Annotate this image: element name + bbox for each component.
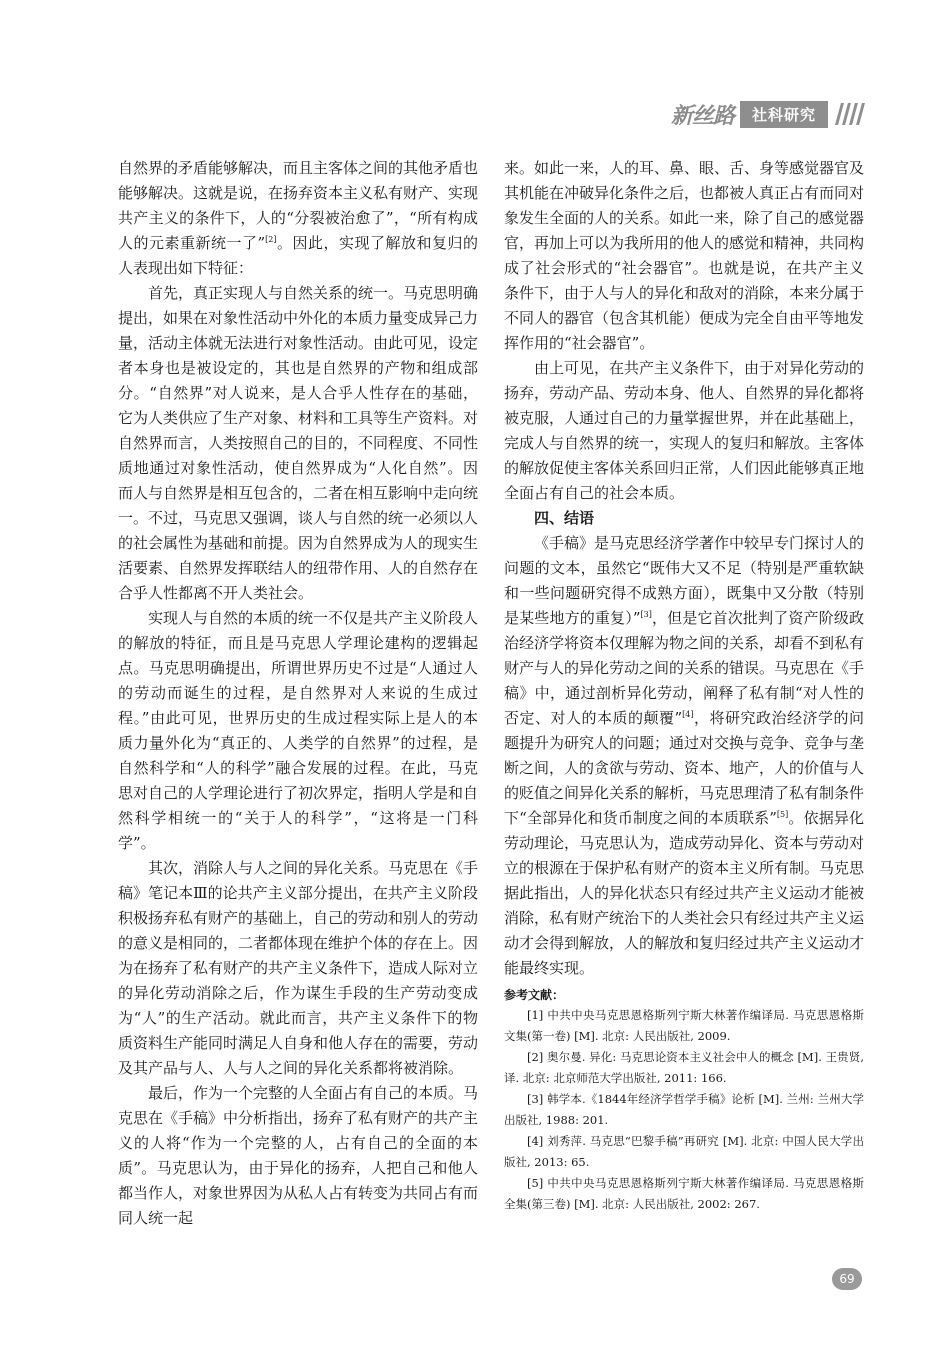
paragraph: 最后，作为一个完整的人全面占有自己的本质。马克思在《手稿》中分析指出，扬弃了私有财产的共产主义的人将“作为一个完整的人，占有自己的全面的本质”。马克思认为，由于异化的扬弃，人把自己和他人都当作人，对象世界因为从私人占有转变为共同占有而同人统一起 (118, 1084, 479, 1227)
reference-item: [4] 刘秀萍. 马克思“巴黎手稿”再研究 [M]. 北京: 中国人民大学出版社, 2013: 65. (504, 1134, 864, 1169)
paragraph: 其次，消除人与人之间的异化关系。马克思在《手稿》笔记本Ⅲ的论共产主义部分提出，在共产主义阶段积极扬弃私有财产的基础上，自己的劳动和别人的劳动的意义是相同的，二者都体现在维护个体的存在上。因为在扬弃了私有财产的共产主义条件下，造成人际对立的异化劳动消除之后，作为谋生手段的生产劳动变成为“人”的生产活动。就此而言，共产主义条件下的物质资料生产能同时满足人自身和他人存在的需要，劳动及其产品与人、人与人之间的异化关系都将被消除。 (118, 859, 479, 1077)
journal-brand: 新丝路 (670, 103, 734, 129)
citation: [4] (682, 710, 694, 719)
page-number: 69 (832, 1268, 862, 1290)
citation: [5] (776, 810, 789, 819)
paragraph: 实现人与自然的本质的统一不仅是共产主义阶段人的解放的特征，而且是马克思人学理论建构的逻辑起点。马克思明确提出，所谓世界历史不过是“人通过人的劳动而诞生的过程，是自然界对人来说的生成过程。”由此可见，世界历史的生成过程实际上是人的本质力量外化为“真正的、人类学的自然界”的过程，是自然科学和“人的科学”融合发展的过程。在此，马克思对自己的人学理论进行了初次界定，指明人学是和自然科学相统一的“关于人的科学”，“这将是一门科学”。 (118, 609, 479, 852)
reference-item: [5] 中共中央马克思恩格斯列宁斯大林著作编译局. 马克思恩格斯全集(第三卷) [M]. 北京: 人民出版社, 2002: 267. (504, 1176, 864, 1211)
paragraph: 自然界的矛盾能够解决，而且主客体之间的其他矛盾也能够解决。这就是说，在扬弃资本主义私有财产、实现共产主义的条件下，人的“分裂被治愈了”，“所有构成人的元素重新统一了”[2]。因此，实现了解放和复归的人表现出如下特征： (118, 159, 479, 277)
section-heading: 四、结语 (534, 509, 595, 527)
reference-item: [3] 韩学本.《1844年经济学哲学手稿》论析 [M]. 兰州: 兰州大学出版社, 1988: 201. (504, 1092, 864, 1127)
paragraph: 来。如此一来，人的耳、鼻、眼、舌、身等感觉器官及其机能在冲破异化条件之后，也都被人真正占有而同对象发生全面的人的关系。如此一来，除了自己的感觉器官，再加上可以为我所用的他人的感觉和精神，共同构成了社会形式的“社会器官”。也就是说，在共产主义条件下，由于人与人的异化和敌对的消除，本来分属于不同人的器官（包含其机能）便成为完全自由平等地发挥作用的“社会器官”。 (504, 159, 865, 352)
running-header (671, 98, 862, 130)
decorative-slashes (834, 103, 862, 125)
references-title: 参考文献： (504, 988, 565, 1002)
paragraph: 由上可见，在共产主义条件下，由于对异化劳动的扬弃，劳动产品、劳动本身、他人、自然界的异化都将被克服，人通过自己的力量掌握世界，并在此基础上，完成人与自然界的统一，实现人的复归和解放。主客体的解放促使主客体关系回归正常，人们因此能够真正地全面占有自己的社会本质。 (504, 359, 865, 502)
citation: [2] (265, 235, 277, 244)
left-column (118, 156, 478, 1231)
paragraph: 《手稿》是马克思经济学著作中较早专门探讨人的问题的文本，虽然它“既伟大又不足（特别是严重软缺和一些问题研究得不成熟方面），既集中又分散（特别是某些地方的重复）”[3]，但是它首次批判了资产阶级政治经济学将资本仅理解为物之间的关系，却看不到私有财产与人的异化劳动之间的关系的错误。马克思在《手稿》中，通过剖析异化劳动，阐释了私有制“对人性的否定、对人的本质的颠覆”[4]，将研究政治经济学的问题提升为研究人的问题；通过对交换与竞争、竞争与垄断之间，人的贪欲与劳动、资本、地产，人的价值与人的贬值之间异化关系的解析，马克思理清了私有制条件下“全部异化和货币制度之间的本质联系”[5]。依据异化劳动理论，马克思认为，造成劳动异化、资本与劳动对立的根源在于保护私有财产的资本主义所有制。马克思据此指出，人的异化状态只有经过共产主义运动才能被消除，私有财产统治下的人类社会只有经过共产主义运动才会得到解放，人的解放和复归经过共产主义运动才能最终实现。 (504, 534, 865, 977)
paragraph: 首先，真正实现人与自然关系的统一。马克思明确提出，如果在对象性活动中外化的本质力量变成异己力量，活动主体就无法进行对象性活动。由此可见，设定者本身也是被设定的，其也是自然界的产物和组成部分。“自然界”对人说来，是人合乎人性存在的基础，它为人类供应了生产对象、材料和工具等生产资料。对自然界而言，人类按照自己的目的，不同程度、不同性质地通过对象性活动，使自然界成为“人化自然”。因而人与自然界是相互包含的，二者在相互影响中走向统一。不过，马克思又强调，谈人与自然的统一必须以人的社会属性为基础和前提。因为自然界成为人的现实生活要素、自然界发挥联结人的纽带作用、人的自然存在合乎人性都离不开人类社会。 (118, 284, 479, 602)
section-tag: 社科研究 (740, 101, 828, 128)
reference-item: [2] 奥尔曼. 异化: 马克思论资本主义社会中人的概念 [M]. 王贵贤, 译. 北京: 北京师范大学出版社, 2011: 166. (504, 1050, 864, 1085)
right-column (504, 156, 864, 1215)
reference-item: [1] 中共中央马克思恩格斯列宁斯大林著作编译局. 马克思恩格斯文集(第一卷) [M]. 北京: 人民出版社, 2009. (504, 1008, 864, 1043)
citation: [3] (640, 610, 652, 619)
